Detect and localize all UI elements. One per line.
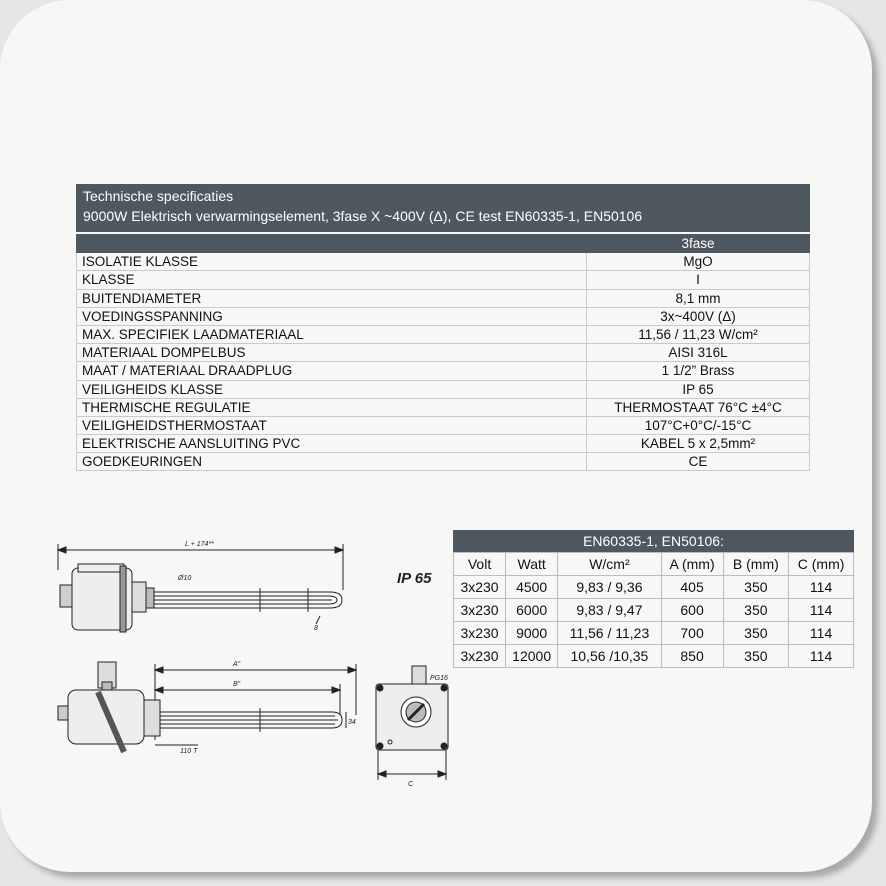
en-cell: 700: [661, 622, 723, 645]
spec-label: VEILIGHEIDS KLASSE: [77, 380, 587, 398]
en-cell: 850: [661, 645, 723, 668]
en-table-title: EN60335-1, EN50106:: [453, 530, 854, 552]
spec-value: KABEL 5 x 2,5mm²: [587, 435, 810, 453]
dim-label-top: L + 174**: [185, 541, 214, 548]
spec-header-empty: [77, 235, 587, 253]
en-cell: 9,83 / 9,36: [558, 576, 661, 599]
en-table-row: [454, 645, 854, 668]
spec-subtitle: 9000W Elektrisch verwarmingselement, 3fase X ~400V (Δ), CE test EN60335-1, EN50106: [83, 208, 643, 224]
en-cell: 10,56 /10,35: [558, 645, 661, 668]
spec-value: 8,1 mm: [587, 289, 810, 307]
dim-label-110: 110 T: [180, 748, 198, 755]
dim-label-side: 8: [314, 625, 318, 632]
en-cell: 114: [789, 622, 854, 645]
spec-value: 107°C+0°C/-15°C: [587, 416, 810, 434]
en-table-row: [454, 576, 854, 599]
spec-value: MgO: [587, 253, 810, 271]
spec-row: [77, 253, 810, 271]
en-column-header: B (mm): [723, 553, 789, 576]
spec-label: MATERIAAL DOMPELBUS: [77, 344, 587, 362]
spec-value: 3x~400V (Δ): [587, 307, 810, 325]
en-cell: 350: [723, 599, 789, 622]
spec-label: VOEDINGSSPANNING: [77, 307, 587, 325]
dim-label-diameter: Ø10: [178, 575, 192, 582]
spec-label: ELEKTRISCHE AANSLUITING PVC: [77, 435, 587, 453]
spec-value: 11,56 / 11,23 W/cm²: [587, 325, 810, 343]
en-cell: 3x230: [454, 645, 506, 668]
spec-row: [77, 453, 810, 471]
en-column-header: A (mm): [661, 553, 723, 576]
dim-label-b: B": [233, 681, 241, 688]
spec-label: KLASSE: [77, 271, 587, 289]
en-cell: 4500: [506, 576, 558, 599]
spec-title: Technische specificaties: [83, 188, 234, 204]
spec-label: MAAT / MATERIAAL DRAADPLUG: [77, 362, 587, 380]
dim-label-pg: PG16: [430, 675, 448, 682]
spec-row: [77, 435, 810, 453]
spec-row: [77, 416, 810, 434]
en-cell: 3x230: [454, 622, 506, 645]
en-cell: 3x230: [454, 599, 506, 622]
spec-value: THERMOSTAAT 76°C ±4°C: [587, 398, 810, 416]
spec-label: MAX. SPECIFIEK LAADMATERIAAL: [77, 325, 587, 343]
spec-label: VEILIGHEIDSTHERMOSTAAT: [77, 416, 587, 434]
spec-value: I: [587, 271, 810, 289]
en-cell: 350: [723, 622, 789, 645]
spec-header: [76, 184, 810, 232]
spec-label: GOEDKEURINGEN: [77, 453, 587, 471]
en-cell: 6000: [506, 599, 558, 622]
spec-label: THERMISCHE REGULATIE: [77, 398, 587, 416]
en-cell: 350: [723, 645, 789, 668]
spec-row: [77, 398, 810, 416]
en-table: [453, 552, 854, 668]
en-column-header: Volt: [454, 553, 506, 576]
en-cell: 350: [723, 576, 789, 599]
en-cell: 600: [661, 599, 723, 622]
en-cell: 114: [789, 599, 854, 622]
en-table-row: [454, 622, 854, 645]
en-cell: 114: [789, 576, 854, 599]
en-section: [453, 530, 854, 668]
en-cell: 114: [789, 645, 854, 668]
dim-label-a: A": [233, 661, 241, 668]
spec-section: [76, 184, 810, 471]
spec-row: [77, 362, 810, 380]
en-column-header: C (mm): [789, 553, 854, 576]
spec-row: [77, 307, 810, 325]
spec-value: CE: [587, 453, 810, 471]
spec-label: BUITENDIAMETER: [77, 289, 587, 307]
heater-drawing-svg: [50, 530, 450, 790]
dim-label-34: 34: [348, 719, 356, 726]
en-column-header: W/cm²: [558, 553, 661, 576]
spec-value: IP 65: [587, 380, 810, 398]
en-column-header: Watt: [506, 553, 558, 576]
spec-value: 1 1/2” Brass: [587, 362, 810, 380]
en-cell: 12000: [506, 645, 558, 668]
en-table-header-row: [454, 553, 854, 576]
en-cell: 11,56 / 11,23: [558, 622, 661, 645]
dim-label-c: C: [408, 781, 414, 788]
spec-row: [77, 380, 810, 398]
spec-row: [77, 344, 810, 362]
en-cell: 3x230: [454, 576, 506, 599]
spec-table-header-row: [77, 235, 810, 253]
ip-rating-label: IP 65: [397, 570, 432, 587]
spec-row: [77, 271, 810, 289]
spec-column-header: 3fase: [587, 235, 810, 253]
spec-value: AISI 316L: [587, 344, 810, 362]
en-table-row: [454, 599, 854, 622]
en-cell: 9000: [506, 622, 558, 645]
en-cell: 9,83 / 9,47: [558, 599, 661, 622]
spec-table: [76, 234, 810, 471]
en-cell: 405: [661, 576, 723, 599]
spec-row: [77, 325, 810, 343]
spec-label: ISOLATIE KLASSE: [77, 253, 587, 271]
spec-row: [77, 289, 810, 307]
technical-drawing: [50, 530, 450, 790]
